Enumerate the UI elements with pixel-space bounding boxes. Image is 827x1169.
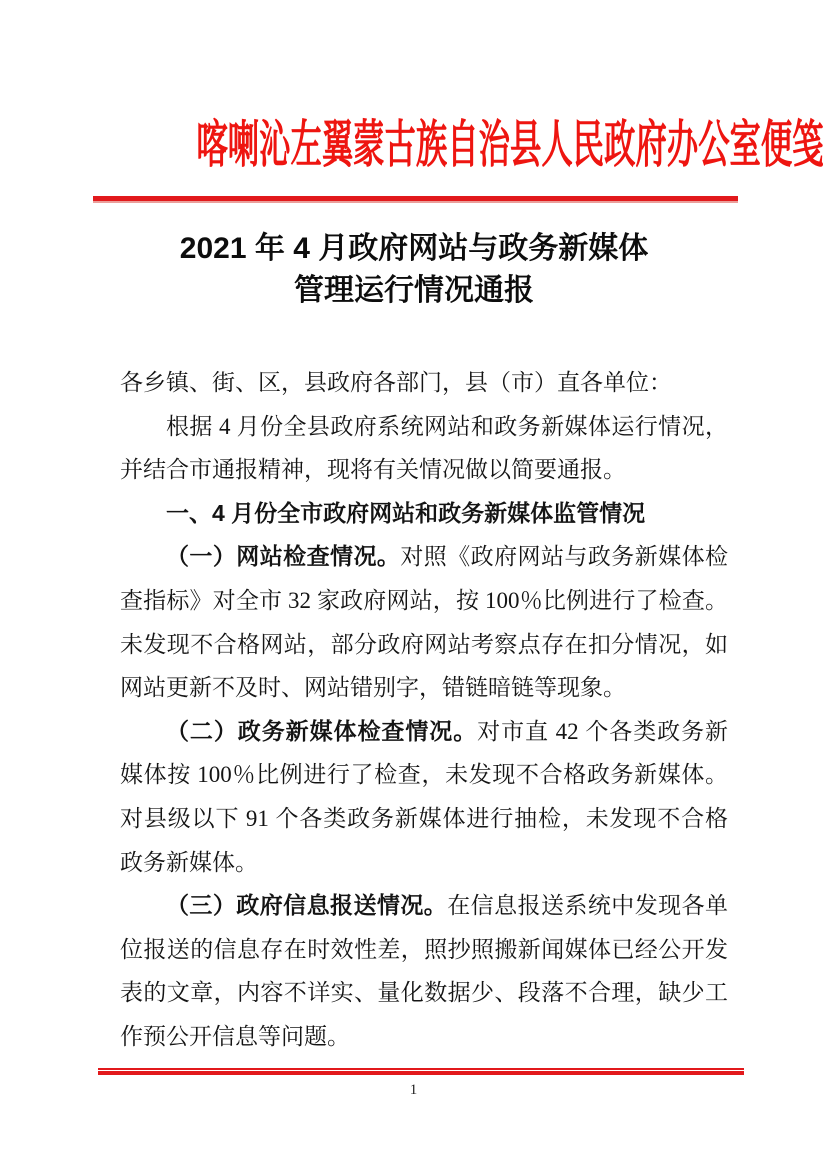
body-segment: 并结合市通报精神，现将有关情况做以简要通报。 — [120, 457, 626, 483]
body-segment: 查指标》对全市 32 家政府网站，按 100％比例进行了检查。 — [120, 587, 728, 613]
body-segment: 对照《政府网站与政务新媒体检 — [400, 544, 729, 570]
body-segment: 各乡镇、街、区，县政府各部门，县（市）直各单位： — [120, 370, 672, 395]
body-segment-bold: （一）网站检查情况。 — [166, 543, 401, 570]
body-line — [120, 361, 728, 405]
body-segment: 作预公开信息等问题。 — [120, 1023, 350, 1049]
body-segment: 网站更新不及时、网站错别字，错链暗链等现象。 — [120, 675, 626, 701]
body-line — [120, 710, 728, 754]
page-number: 1 — [409, 1082, 418, 1098]
masthead-rule — [93, 196, 738, 203]
body-line — [120, 535, 728, 579]
body-segment: 根据 4 月份全县政府系统网站和政务新媒体运行情况， — [166, 413, 728, 439]
footer-rule-thick — [98, 1071, 744, 1075]
document-title-line-1: 2021 年 4 月政府网站与政务新媒体 — [179, 232, 649, 265]
document-title — [100, 228, 728, 312]
body-line — [120, 666, 728, 710]
body-segment: 对市直 42 个各类政务新 — [477, 718, 729, 744]
body-line — [120, 753, 728, 797]
body-line — [120, 797, 728, 841]
body-segment: 对县级以下 91 个各类政务新媒体进行抽检，未发现不合格 — [120, 805, 728, 831]
body-segment: 媒体按 100％比例进行了检查，未发现不合格政务新媒体。 — [120, 762, 728, 788]
body-line — [120, 579, 728, 623]
footer-rule — [98, 1068, 744, 1075]
body-line — [120, 928, 728, 972]
body-line — [120, 623, 728, 667]
document-body — [120, 361, 728, 1059]
document-title-line-2: 管理运行情况通报 — [294, 274, 534, 307]
body-line — [120, 841, 728, 885]
body-line — [120, 492, 728, 536]
body-segment-bold: （二）政务新媒体检查情况。 — [166, 717, 478, 744]
body-segment: 表的文章，内容不详实、量化数据少、段落不合理，缺少工 — [120, 980, 728, 1006]
body-line — [120, 971, 728, 1015]
body-segment: 未发现不合格网站，部分政府网站考察点存在扣分情况，如 — [120, 631, 728, 657]
body-line — [120, 405, 728, 449]
body-line — [120, 448, 728, 492]
body-segment-bold: （三）政府信息报送情况。 — [166, 892, 448, 919]
body-segment: 在信息报送系统中发现各单 — [447, 893, 729, 919]
masthead — [0, 114, 827, 180]
body-segment: 位报送的信息存在时效性差，照抄照搬新闻媒体已经公开发 — [120, 936, 728, 962]
body-line — [120, 884, 728, 928]
masthead-title: 喀喇沁左翼蒙古族自治县人民政府办公室便笺 — [196, 118, 824, 174]
body-segment-bold: 一、4 月份全市政府网站和政务新媒体监管情况 — [166, 499, 646, 526]
body-line — [120, 1015, 728, 1059]
body-segment: 政务新媒体。 — [120, 849, 258, 875]
